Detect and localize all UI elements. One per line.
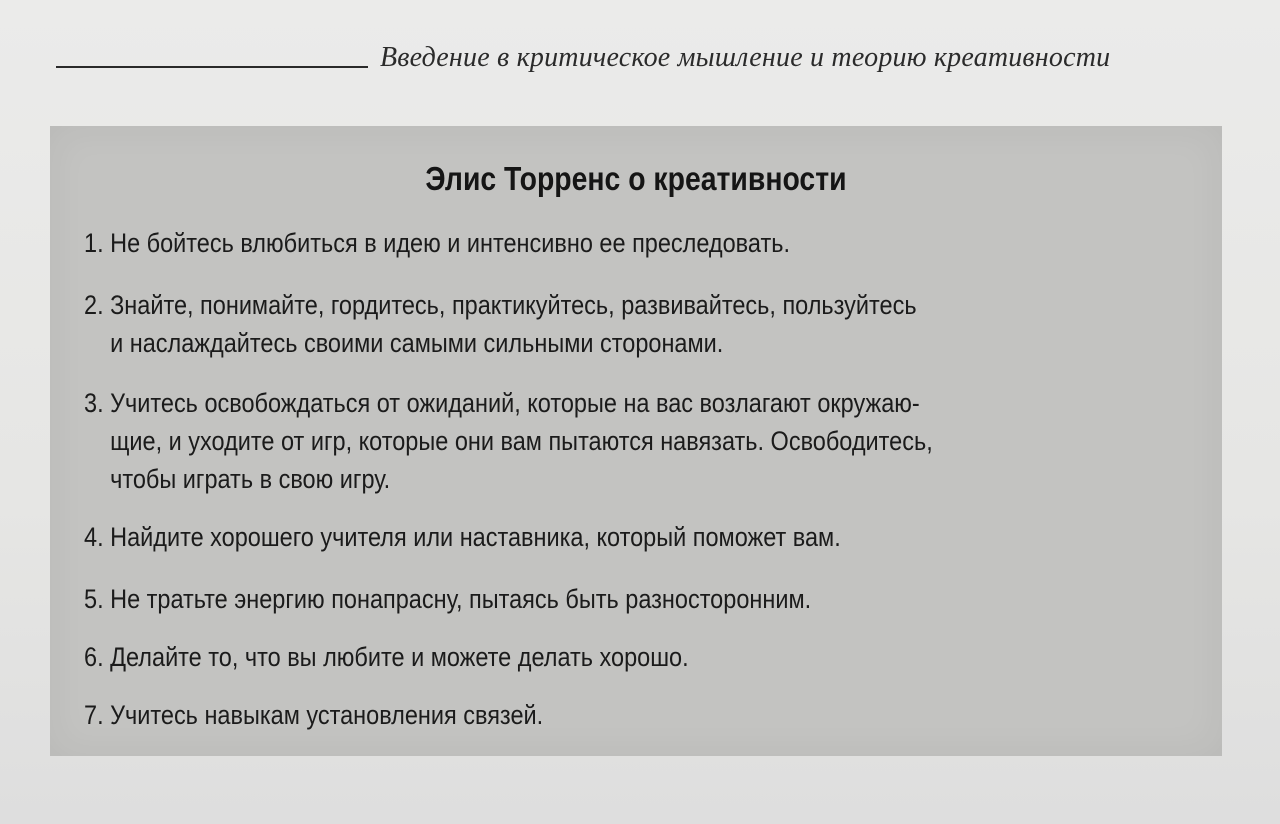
tip-text-continued: и наслаждайтесь своими самыми сильными сторонами. <box>110 328 724 358</box>
tip-number: 7. <box>84 700 104 730</box>
tip-number: 2. <box>84 290 104 320</box>
tip-item-1 <box>84 224 1041 262</box>
tip-text: Найдите хорошего учителя или наставника, который поможет вам. <box>110 522 841 552</box>
tip-item-2 <box>84 286 1041 362</box>
tip-number: 1. <box>84 228 104 258</box>
running-head-title: Введение в критическое мышление и теорию креативности <box>380 42 1111 73</box>
tip-text: Не тратьте энергию понапрасну, пытаясь быть разносторонним. <box>110 584 812 614</box>
sidebar-box <box>50 126 1222 756</box>
sidebar-title: Элис Торренс о креативности <box>425 160 847 197</box>
tip-number: 4. <box>84 522 104 552</box>
tip-text-continued: чтобы играть в свою игру. <box>110 464 391 494</box>
tip-number: 6. <box>84 642 104 672</box>
tip-text: Делайте то, что вы любите и можете делать хорошо. <box>110 642 689 672</box>
tip-item-6 <box>84 638 1041 676</box>
running-head-rule <box>56 66 368 68</box>
tip-item-3 <box>84 384 1041 498</box>
tip-item-7 <box>84 696 1041 734</box>
tip-item-5 <box>84 580 1041 618</box>
tip-text: Учитесь навыкам установления связей. <box>110 700 544 730</box>
tip-text: Не бойтесь влюбиться в идею и интенсивно ее преследовать. <box>110 228 790 258</box>
tip-text: Учитесь освобождаться от ожиданий, которые на вас возлагают окружаю- <box>110 388 920 418</box>
tip-item-4 <box>84 518 1041 556</box>
tip-number: 3. <box>84 388 104 418</box>
tip-text-continued: щие, и уходите от игр, которые они вам пытаются навязать. Освободитесь, <box>110 426 933 456</box>
tip-number: 5. <box>84 584 104 614</box>
running-head <box>56 38 1232 84</box>
tip-text: Знайте, понимайте, гордитесь, практикуйтесь, развивайтесь, пользуйтесь <box>110 290 917 320</box>
